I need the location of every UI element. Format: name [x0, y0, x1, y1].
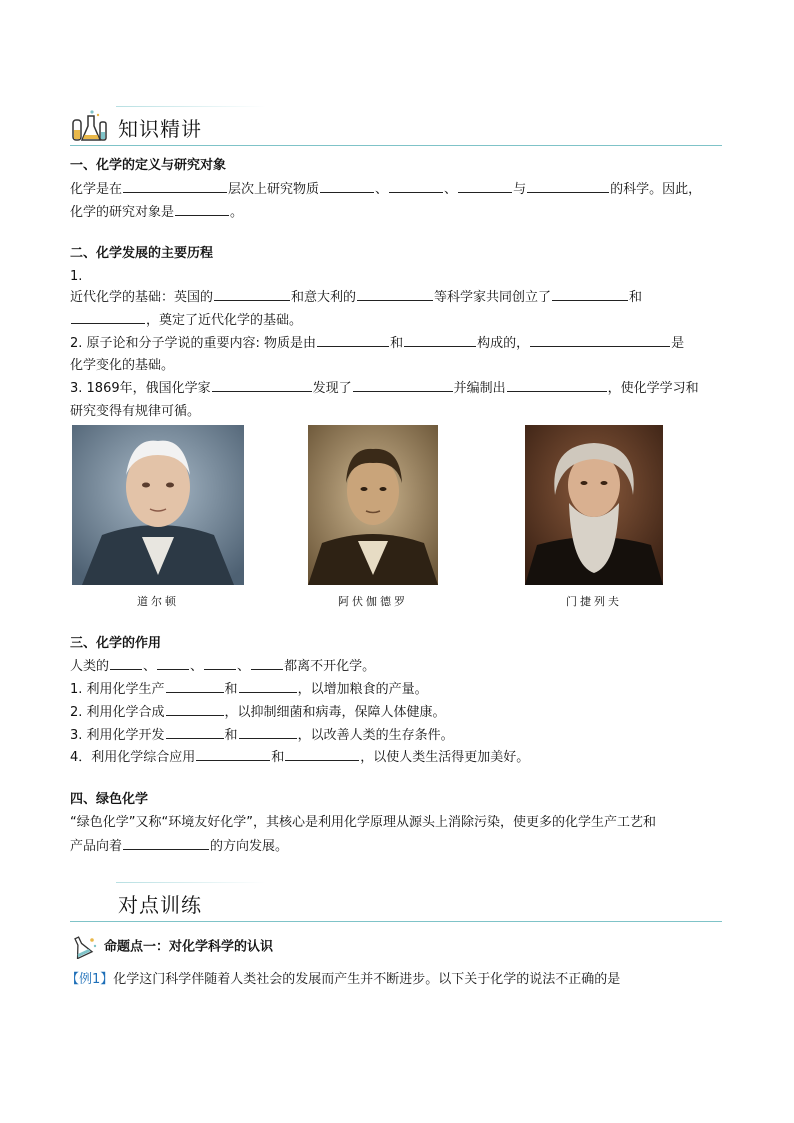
mendeleev-caption: 门捷列夫 [566, 595, 622, 608]
part2-item3-line2: 研究变得有规律可循。 [70, 404, 201, 419]
part4-line1: “绿色化学”又称“环境友好化学”，其核心是利用化学原理从源头上消除污染，使更多的化学生产工艺和 [70, 815, 656, 830]
part1-line2 [70, 202, 730, 225]
portrait-image [72, 425, 244, 585]
fill-blank[interactable] [166, 679, 224, 693]
mendeleev-portrait [525, 425, 663, 585]
text-segment: ，以抑制细菌和病毒，保障人体健康。 [224, 705, 446, 720]
fill-blank[interactable] [204, 656, 236, 670]
banner-underline [70, 145, 722, 147]
text-segment: 层次上研究物质 [228, 182, 320, 197]
text-segment: 4．利用化学综合应用 [70, 750, 196, 765]
part2-item1-line2 [70, 310, 730, 333]
fill-blank[interactable] [214, 287, 290, 301]
text-segment: 发现了 [312, 381, 352, 396]
text-segment: 是 [671, 336, 685, 351]
text-segment: 、 [237, 659, 251, 674]
part1-line1 [70, 179, 730, 202]
text-segment: 近代化学的基础：英国的 [70, 290, 214, 305]
text-segment: 和 [390, 336, 404, 351]
part2-item1-number: 1. [70, 269, 83, 284]
fill-blank[interactable] [166, 725, 224, 739]
text-segment: 的方向发展。 [210, 839, 289, 854]
text-segment: 和 [224, 728, 238, 743]
fill-blank[interactable] [212, 378, 312, 392]
text-segment: 的科学。因此， [610, 182, 702, 197]
text-segment: 、 [190, 659, 204, 674]
fill-blank[interactable] [157, 656, 189, 670]
part3-heading: 三、化学的作用 [70, 636, 162, 651]
part1-heading: 一、化学的定义与研究对象 [70, 158, 227, 173]
fill-blank[interactable] [527, 179, 609, 193]
part3-item3 [70, 725, 730, 748]
fill-blank[interactable] [123, 179, 227, 193]
portrait-image [525, 425, 663, 585]
fill-blank[interactable] [71, 310, 145, 324]
text-segment: 人类的 [70, 659, 110, 674]
fill-blank[interactable] [320, 179, 374, 193]
text-segment: 化学的研究对象是 [70, 205, 175, 220]
dalton-portrait [72, 425, 244, 585]
text-segment: 3. 1869年，俄国化学家 [70, 381, 211, 396]
part4-line2 [70, 836, 730, 859]
text-segment: 化学是在 [70, 182, 123, 197]
example-text: 化学这门科学伴随着人类社会的发展而产生并不断进步。以下关于化学的说法不正确的是 [113, 972, 621, 987]
text-segment: ，以改善人类的生存条件。 [297, 728, 454, 743]
text-segment: ，奠定了近代化学的基础。 [146, 313, 303, 328]
fill-blank[interactable] [285, 747, 359, 761]
fill-blank[interactable] [196, 747, 270, 761]
text-segment: 和 [629, 290, 643, 305]
text-segment: 与 [513, 182, 527, 197]
practice-banner [70, 882, 722, 922]
text-segment: 都离不开化学。 [284, 659, 376, 674]
text-segment: 。 [230, 205, 244, 220]
example-tag: 【例1】 [66, 972, 114, 987]
text-segment: ，使化学学习和 [607, 381, 699, 396]
portrait-image [308, 425, 438, 585]
text-segment: ，以使人类生活得更加美好。 [360, 750, 530, 765]
dalton-caption: 道尔顿 [137, 595, 179, 608]
text-segment: 构成的， [477, 336, 530, 351]
text-segment: 和 [224, 682, 238, 697]
part2-item2-line2: 化学变化的基础。 [70, 358, 175, 373]
flask-icon [70, 935, 98, 959]
text-segment: 、 [143, 659, 157, 674]
knowledge-banner [70, 106, 722, 146]
avogadro-portrait [308, 425, 438, 585]
fill-blank[interactable] [166, 702, 224, 716]
fill-blank[interactable] [552, 287, 628, 301]
fill-blank[interactable] [357, 287, 433, 301]
part3-intro [70, 656, 730, 679]
fill-blank[interactable] [389, 179, 443, 193]
text-segment: 、 [375, 182, 389, 197]
fill-blank[interactable] [507, 378, 607, 392]
text-segment: 、 [444, 182, 458, 197]
part3-item1 [70, 679, 730, 702]
text-segment: 并编制出 [453, 381, 506, 396]
text-segment: 2. 利用化学合成 [70, 705, 165, 720]
fill-blank[interactable] [251, 656, 283, 670]
text-segment: 等科学家共同创立了 [434, 290, 552, 305]
lab-flask-icon [70, 108, 110, 144]
fill-blank[interactable] [239, 679, 297, 693]
text-segment: 3. 利用化学开发 [70, 728, 165, 743]
part2-item1-line1 [70, 287, 730, 310]
text-segment: 和 [271, 750, 285, 765]
part3-item2 [70, 702, 730, 725]
text-segment: 产品向着 [70, 839, 123, 854]
text-segment: 1. 利用化学生产 [70, 682, 165, 697]
fill-blank[interactable] [317, 333, 389, 347]
avogadro-caption: 阿伏伽德罗 [338, 595, 408, 608]
text-segment: 2. 原子论和分子学说的重要内容: 物质是由 [70, 336, 317, 351]
banner-underline [70, 921, 722, 923]
part2-item3-line1 [70, 378, 730, 401]
topic-line [70, 935, 722, 959]
banner-top-line [116, 882, 266, 883]
part2-heading: 二、化学发展的主要历程 [70, 246, 214, 261]
fill-blank[interactable] [458, 179, 512, 193]
fill-blank[interactable] [530, 333, 670, 347]
text-segment: ，以增加粮食的产量。 [297, 682, 428, 697]
fill-blank[interactable] [239, 725, 297, 739]
part2-item2-line1 [70, 333, 730, 356]
fill-blank[interactable] [353, 378, 453, 392]
fill-blank[interactable] [110, 656, 142, 670]
part4-heading: 四、绿色化学 [70, 792, 149, 807]
text-segment: 和意大利的 [291, 290, 357, 305]
practice-title: 对点训练 [118, 893, 202, 917]
fill-blank[interactable] [404, 333, 476, 347]
banner-top-line [116, 106, 266, 107]
topic-title: 命题点一：对化学科学的认识 [104, 939, 274, 955]
part3-item4 [70, 747, 730, 770]
knowledge-title: 知识精讲 [118, 117, 202, 141]
example-1 [66, 969, 726, 992]
fill-blank[interactable] [175, 202, 229, 216]
fill-blank[interactable] [123, 836, 209, 850]
